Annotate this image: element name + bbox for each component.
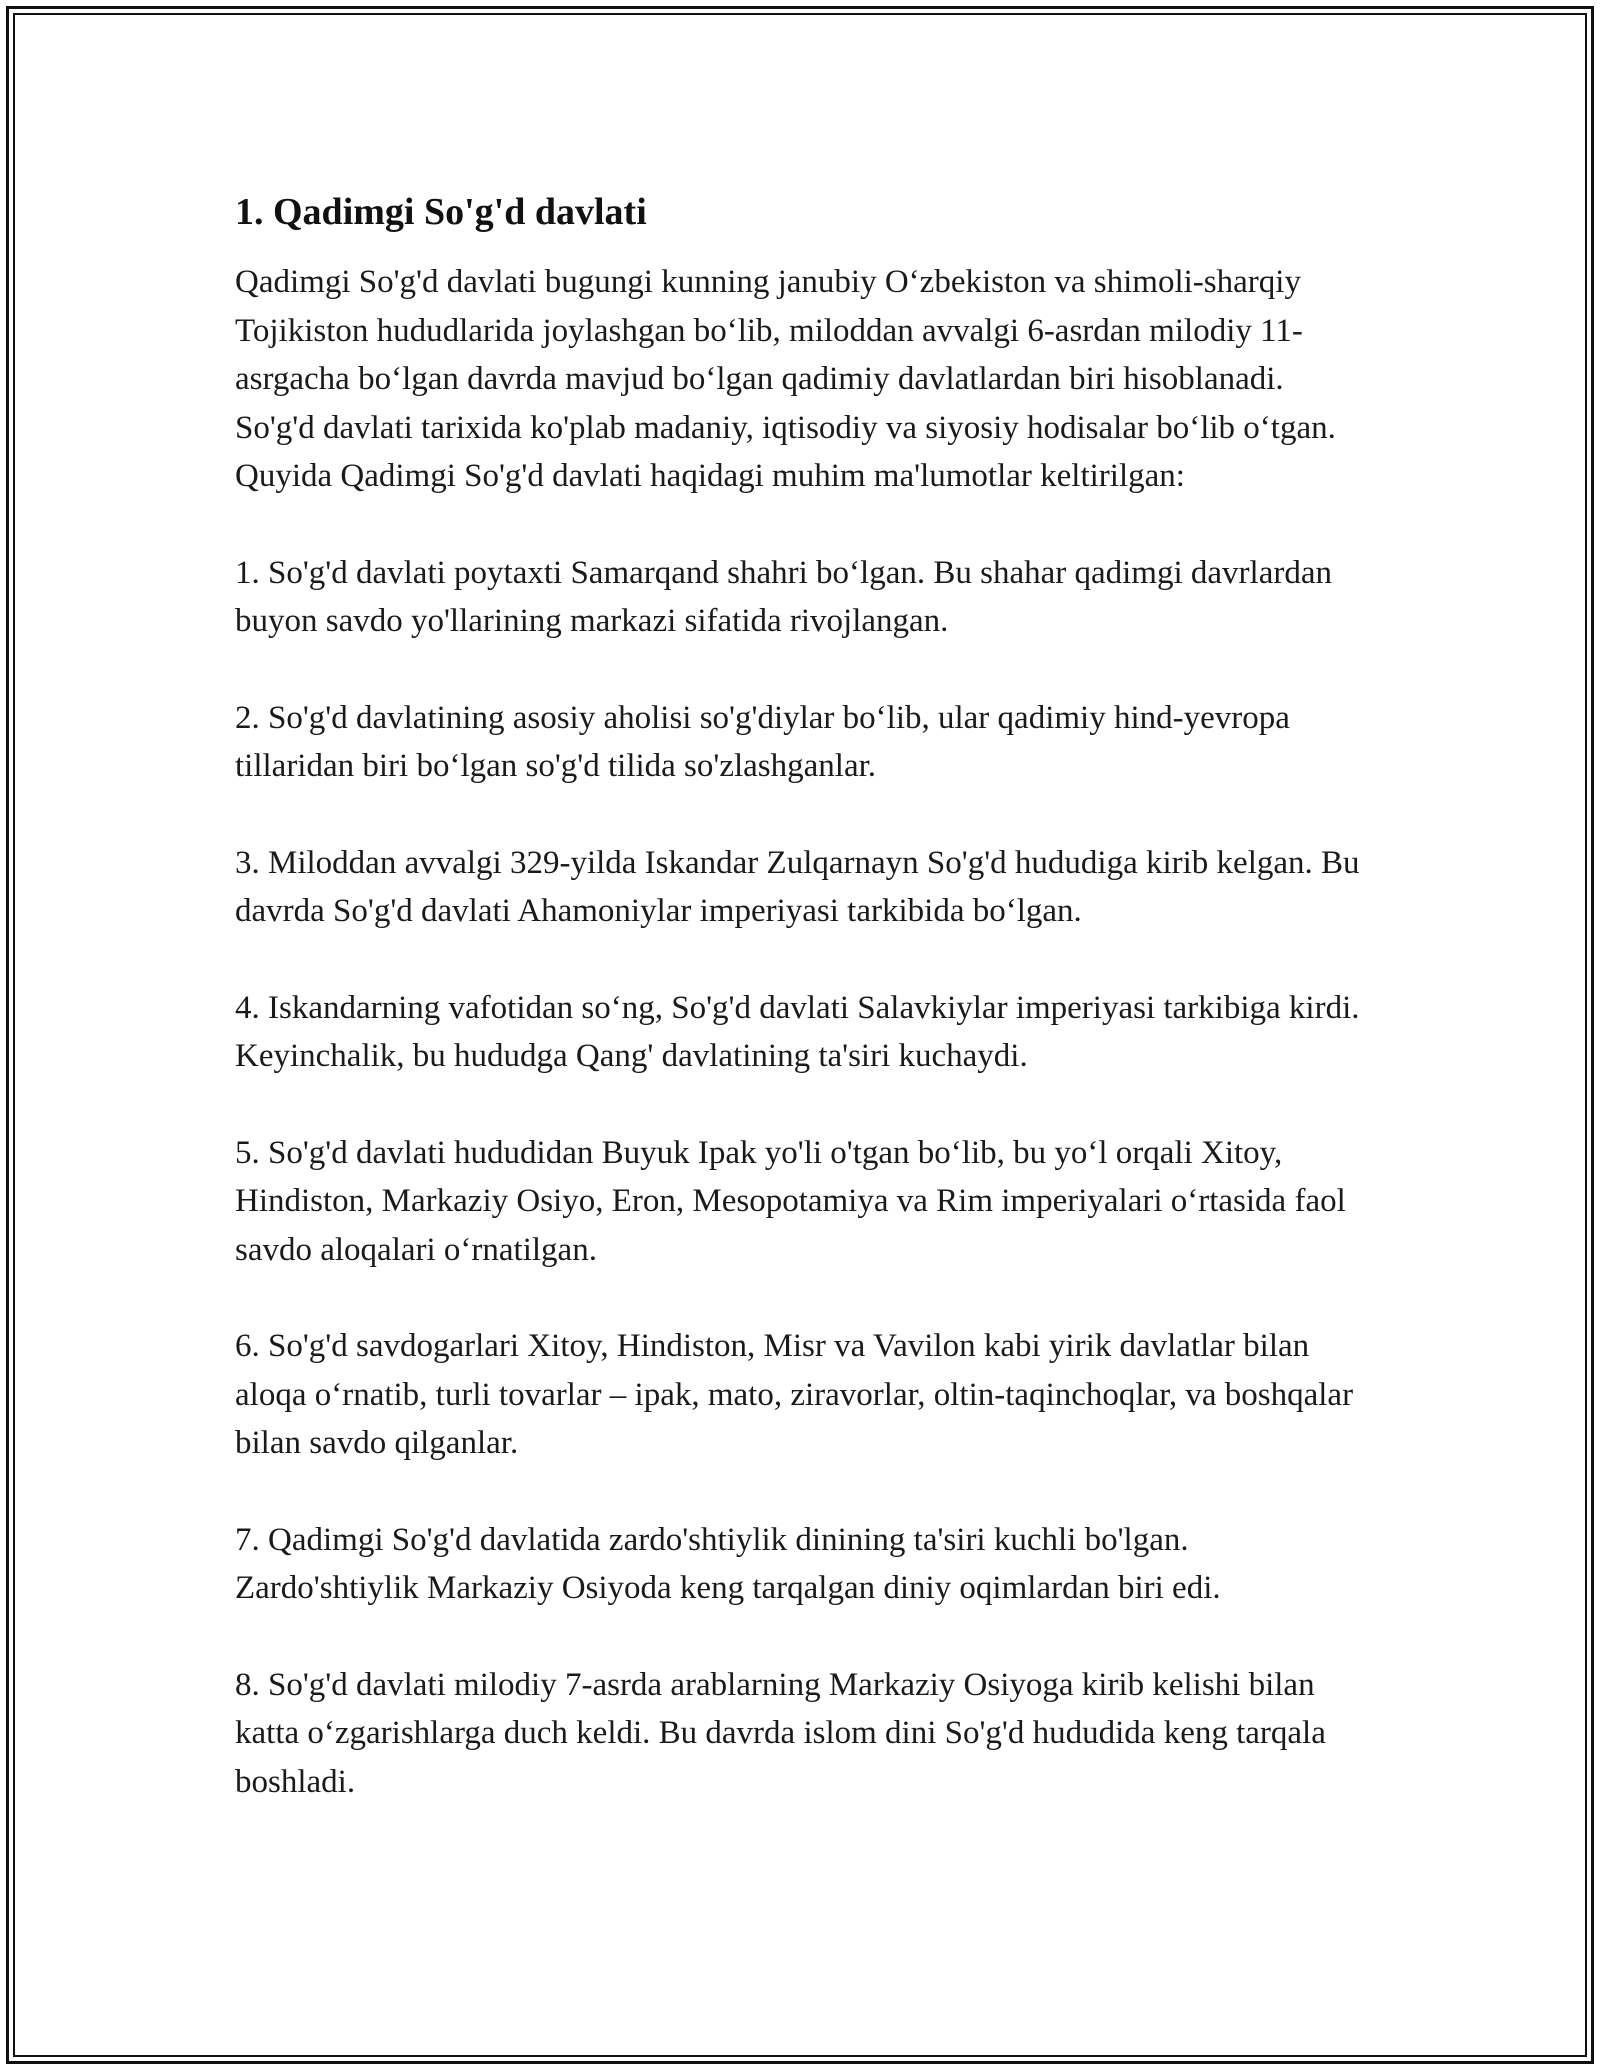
list-item: 2. So'g'd davlatining asosiy aholisi so'g'diylar bo‘lib, ular qadimiy hind-yevropa tillaridan biri bo‘lgan so'g'd tilida so'zlashganlar. — [235, 699, 1290, 784]
list-item: 8. So'g'd davlati milodiy 7-asrda arablarning Markaziy Osiyoga kirib kelishi bilan katta o‘zgarishlarga duch keldi. Bu davrda islom dini So'g'd hududida keng tarqala boshladi. — [235, 1666, 1326, 1800]
list-item: 7. Qadimgi So'g'd davlatida zardo'shtiylik dinining ta'siri kuchli bo'lgan. Zardo'shtiylik Markaziy Osiyoda keng tarqalgan diniy oqimlardan biri edi. — [235, 1521, 1221, 1606]
list-item: 6. So'g'd savdogarlari Xitoy, Hindiston, Misr va Vavilon kabi yirik davlatlar bilan aloqa o‘rnatib, turli tovarlar – ipak, mato, ziravorlar, oltin-taqinchoqlar, va boshqalar bilan savdo qilganlar. — [235, 1328, 1354, 1461]
document-title: 1. Qadimgi So'g'd davlati — [235, 191, 647, 233]
document-body — [235, 188, 1370, 1806]
list-item: 3. Miloddan avvalgi 329-yilda Iskandar Zulqarnayn So'g'd hududiga kirib kelgan. Bu davrda So'g'd davlati Ahamoniylar imperiyasi tarkibida bo‘lgan. — [235, 844, 1360, 929]
intro-paragraph: Qadimgi So'g'd davlati bugungi kunning janubiy O‘zbekiston va shimoli-sharqiy Tojikiston hududlarida joylashgan bo‘lib, miloddan avvalgi 6-asrdan milodiy 11-asrgacha bo‘lgan davrda mavjud bo‘lgan qadimiy davlatlardan biri hisoblanadi. So'g'd davlati tarixida ko'plab madaniy, iqtisodiy va siyosiy hodisalar bo‘lib o‘tgan. Quyida Qadimgi So'g'd davlati haqidagi muhim ma'lumotlar keltirilgan: — [235, 264, 1336, 494]
list-item: 4. Iskandarning vafotidan so‘ng, So'g'd davlati Salavkiylar imperiyasi tarkibiga kirdi. Keyinchalik, bu hududga Qang' davlatining ta'siri kuchaydi. — [235, 989, 1360, 1074]
list-item: 1. So'g'd davlati poytaxti Samarqand shahri bo‘lgan. Bu shahar qadimgi davrlardan buyon savdo yo'llarining markazi sifatida rivojlangan. — [235, 554, 1332, 639]
list-item: 5. So'g'd davlati hududidan Buyuk Ipak yo'li o'tgan bo‘lib, bu yo‘l orqali Xitoy, Hindiston, Markaziy Osiyo, Eron, Mesopotamiya va Rim imperiyalari o‘rtasida faol savdo aloqalari o‘rnatilgan. — [235, 1134, 1346, 1268]
